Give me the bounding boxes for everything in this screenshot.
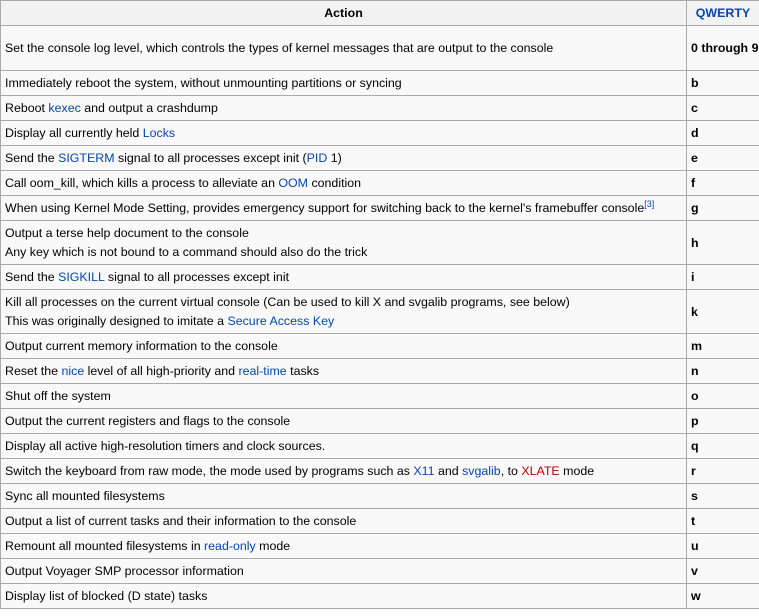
key-cell: q (687, 434, 759, 459)
pid-link[interactable]: PID (306, 150, 328, 165)
action-text: Send the (5, 150, 59, 165)
action-cell: Output a list of current tasks and their information to the console (1, 509, 687, 534)
key-cell: g (687, 196, 759, 221)
table-row (1, 584, 759, 609)
action-cell: Immediately reboot the system, without unmounting partitions or syncing (1, 71, 687, 96)
table-row (1, 334, 759, 359)
action-text: When using Kernel Mode Setting, provides emergency support for switching back to the kernel's framebuffer console (5, 200, 645, 215)
action-text: Display all currently held (5, 125, 143, 140)
action-text: Reboot (5, 100, 49, 115)
key-cell: 0 through 9 (687, 26, 759, 71)
table-row (1, 559, 759, 584)
reference-superscript (644, 198, 654, 208)
key-cell: v (687, 559, 759, 584)
table-row (1, 146, 759, 171)
action-cell (1, 290, 687, 334)
locks-link[interactable]: Locks (142, 125, 176, 140)
action-text: This was originally designed to imitate a (5, 313, 228, 328)
key-cell: o (687, 384, 759, 409)
action-cell: Display list of blocked (D state) tasks (1, 584, 687, 609)
table-row (1, 409, 759, 434)
table-row (1, 384, 759, 409)
action-cell (1, 146, 687, 171)
action-text: Remount all mounted filesystems in (5, 538, 205, 553)
action-cell (1, 121, 687, 146)
key-cell: d (687, 121, 759, 146)
action-cell (1, 534, 687, 559)
real-time-link[interactable]: real-time (238, 363, 287, 378)
table-row (1, 221, 759, 265)
key-cell: t (687, 509, 759, 534)
sigterm-link[interactable]: SIGTERM (58, 150, 115, 165)
key-cell: n (687, 359, 759, 384)
table-row (1, 71, 759, 96)
action-text: and (434, 463, 463, 478)
table-row (1, 265, 759, 290)
action-text: mode (255, 538, 291, 553)
table-row (1, 434, 759, 459)
layout-header (687, 1, 759, 26)
key-cell: e (687, 146, 759, 171)
key-cell: p (687, 409, 759, 434)
action-cell (1, 196, 687, 221)
key-cell: w (687, 584, 759, 609)
table-row (1, 290, 759, 334)
action-cell: Output the current registers and flags to the console (1, 409, 687, 434)
action-cell: Shut off the system (1, 384, 687, 409)
key-cell: k (687, 290, 759, 334)
table-row (1, 359, 759, 384)
action-cell: Set the console log level, which controls the types of kernel messages that are output to the console (1, 26, 687, 71)
action-text: signal to all processes except init (104, 269, 290, 284)
action-cell: Output Voyager SMP processor information (1, 559, 687, 584)
header-row (1, 1, 759, 26)
action-text: level of all high-priority and (84, 363, 239, 378)
key-cell: r (687, 459, 759, 484)
action-cell (1, 265, 687, 290)
key-cell: i (687, 265, 759, 290)
action-text: , to (500, 463, 522, 478)
key-cell: s (687, 484, 759, 509)
action-cell: Output current memory information to the console (1, 334, 687, 359)
svgalib-link[interactable]: svgalib (462, 463, 501, 478)
table-row (1, 459, 759, 484)
action-text: Output a terse help document to the console (5, 225, 249, 240)
key-cell: f (687, 171, 759, 196)
action-cell (1, 359, 687, 384)
table-row (1, 96, 759, 121)
action-cell: Sync all mounted filesystems (1, 484, 687, 509)
action-text: Send the (5, 269, 59, 284)
qwerty-link[interactable]: QWERTY (695, 6, 751, 20)
secure-access-key-link[interactable]: Secure Access Key (227, 313, 335, 328)
table-row (1, 171, 759, 196)
sigkill-link[interactable]: SIGKILL (58, 269, 105, 284)
action-text: signal to all processes except init ( (114, 150, 307, 165)
action-text: Call oom_kill, which kills a process to alleviate an (5, 175, 279, 190)
nice-link[interactable]: nice (61, 363, 85, 378)
read-only-link[interactable]: read-only (204, 538, 256, 553)
table-row (1, 534, 759, 559)
action-text: 1) (327, 150, 342, 165)
action-cell (1, 221, 687, 265)
table-row (1, 509, 759, 534)
action-cell (1, 96, 687, 121)
kexec-link[interactable]: kexec (48, 100, 81, 115)
table-row (1, 121, 759, 146)
x11-link[interactable]: X11 (413, 463, 435, 478)
table-row (1, 484, 759, 509)
key-cell: b (687, 71, 759, 96)
action-cell (1, 171, 687, 196)
action-text: condition (308, 175, 362, 190)
key-cell: h (687, 221, 759, 265)
action-cell: Display all active high-resolution timers and clock sources. (1, 434, 687, 459)
action-cell (1, 459, 687, 484)
xlate-link[interactable]: XLATE (521, 463, 560, 478)
table-row (1, 196, 759, 221)
action-text: Switch the keyboard from raw mode, the mode used by programs such as (5, 463, 414, 478)
action-text: Any key which is not bound to a command should also do the trick (5, 244, 368, 259)
action-header: Action (1, 1, 687, 26)
action-text: mode (559, 463, 595, 478)
action-text: Reset the (5, 363, 62, 378)
action-text: tasks (286, 363, 320, 378)
key-cell: c (687, 96, 759, 121)
table-row (1, 26, 759, 71)
oom-link[interactable]: OOM (278, 175, 309, 190)
key-cell: u (687, 534, 759, 559)
action-text: and output a crashdump (80, 100, 218, 115)
action-text: Kill all processes on the current virtual console (Can be used to kill X and svgalib programs, see below) (5, 294, 570, 309)
key-cell: m (687, 334, 759, 359)
reference-link[interactable]: [3] (644, 198, 655, 209)
